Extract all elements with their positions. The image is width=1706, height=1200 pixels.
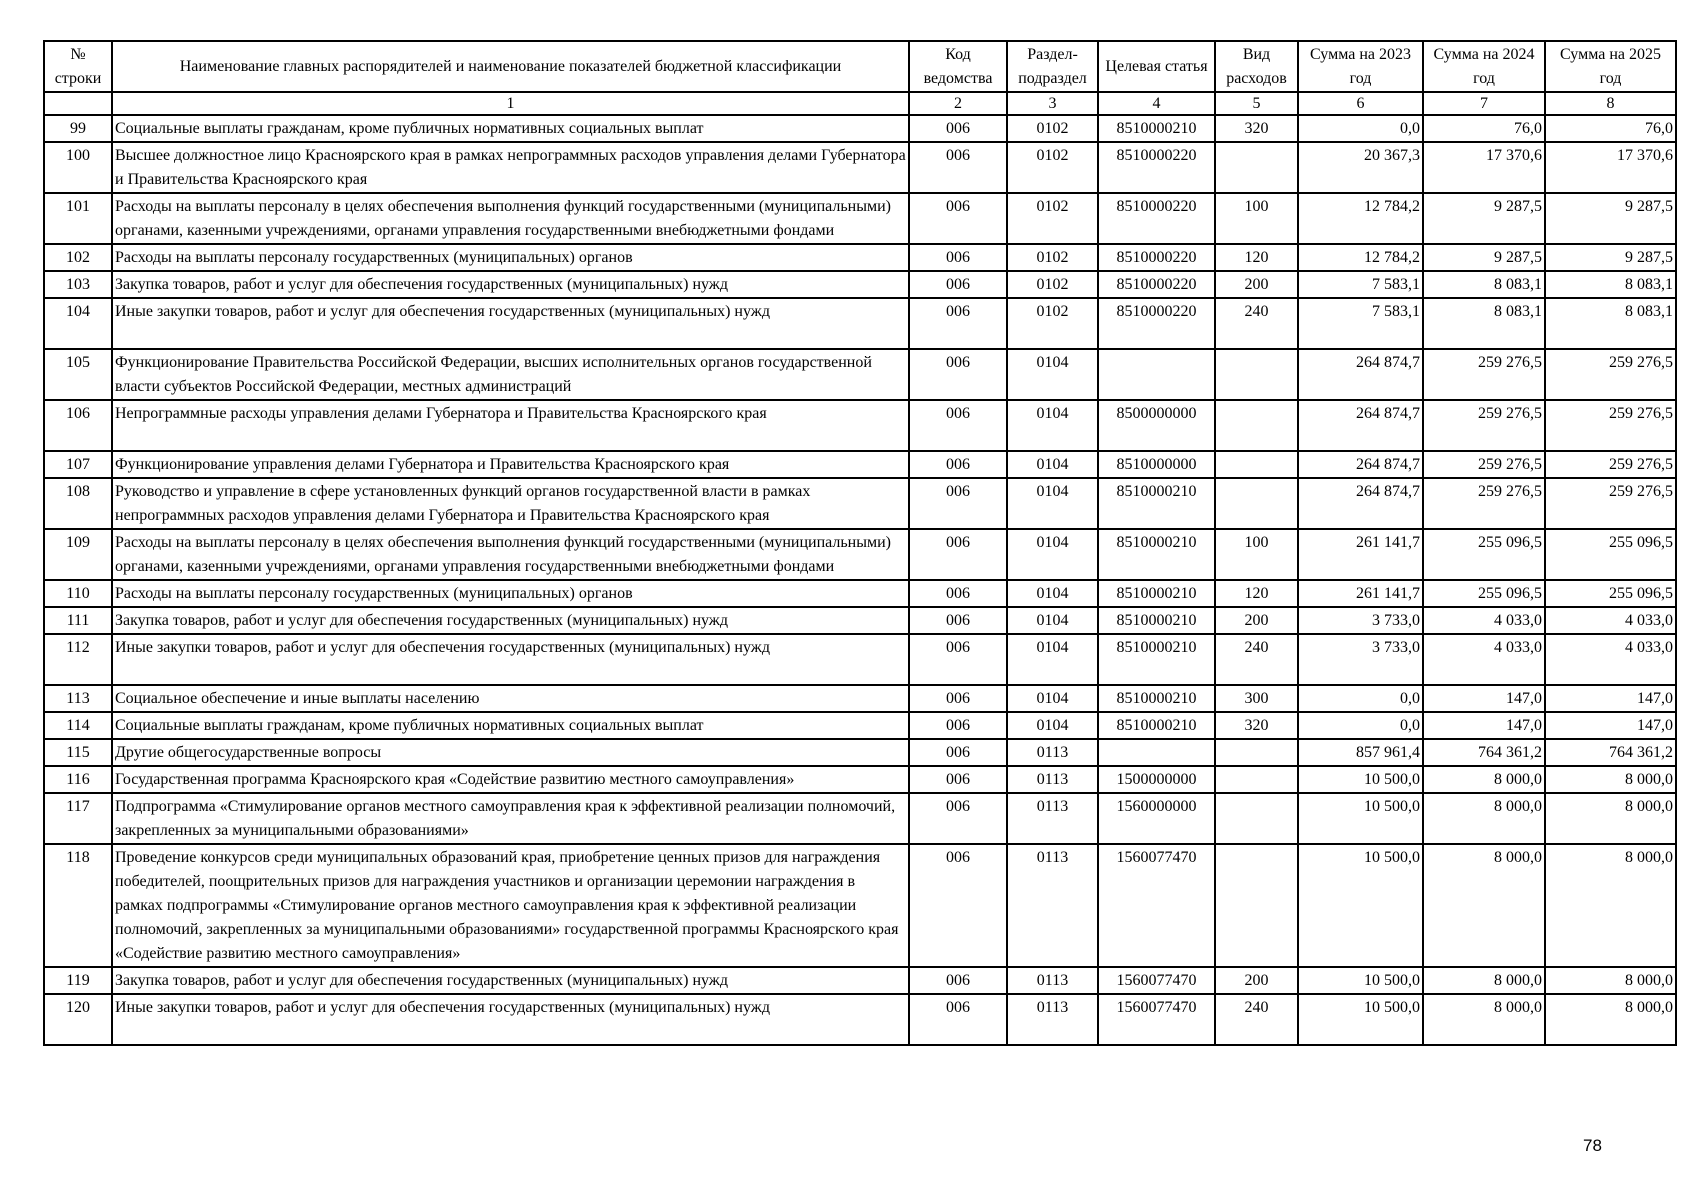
expense-type: 200 bbox=[1215, 271, 1298, 298]
expense-type: 240 bbox=[1215, 298, 1298, 349]
sum-2025: 8 000,0 bbox=[1545, 994, 1676, 1045]
section-code: 0104 bbox=[1007, 685, 1098, 712]
sum-2024: 8 000,0 bbox=[1423, 967, 1545, 994]
row-name: Иные закупки товаров, работ и услуг для обеспечения государственных (муниципальных) нужд bbox=[112, 994, 909, 1045]
section-code: 0104 bbox=[1007, 478, 1098, 529]
sum-2025: 764 361,2 bbox=[1545, 739, 1676, 766]
department-code: 006 bbox=[909, 451, 1007, 478]
sum-2024: 8 000,0 bbox=[1423, 844, 1545, 967]
row-number: 100 bbox=[44, 142, 112, 193]
table-row bbox=[44, 607, 1676, 634]
sum-2023: 7 583,1 bbox=[1298, 271, 1423, 298]
row-number: 101 bbox=[44, 193, 112, 244]
table-row bbox=[44, 193, 1676, 244]
department-code: 006 bbox=[909, 967, 1007, 994]
sum-2023: 0,0 bbox=[1298, 685, 1423, 712]
header-target-article: Целевая статья bbox=[1098, 41, 1215, 92]
expense-type: 120 bbox=[1215, 580, 1298, 607]
section-code: 0113 bbox=[1007, 994, 1098, 1045]
section-code: 0102 bbox=[1007, 244, 1098, 271]
department-code: 006 bbox=[909, 298, 1007, 349]
target-article: 8500000000 bbox=[1098, 400, 1215, 451]
section-code: 0104 bbox=[1007, 451, 1098, 478]
sum-2025: 147,0 bbox=[1545, 685, 1676, 712]
table-row bbox=[44, 478, 1676, 529]
department-code: 006 bbox=[909, 634, 1007, 685]
column-number: 5 bbox=[1215, 92, 1298, 115]
expense-type: 240 bbox=[1215, 634, 1298, 685]
row-number: 106 bbox=[44, 400, 112, 451]
sum-2023: 20 367,3 bbox=[1298, 142, 1423, 193]
sum-2023: 264 874,7 bbox=[1298, 451, 1423, 478]
row-number: 109 bbox=[44, 529, 112, 580]
target-article: 8510000000 bbox=[1098, 451, 1215, 478]
sum-2023: 10 500,0 bbox=[1298, 994, 1423, 1045]
table-header-row bbox=[44, 41, 1676, 92]
sum-2024: 147,0 bbox=[1423, 712, 1545, 739]
sum-2024: 764 361,2 bbox=[1423, 739, 1545, 766]
sum-2024: 259 276,5 bbox=[1423, 478, 1545, 529]
row-name: Закупка товаров, работ и услуг для обеспечения государственных (муниципальных) нужд bbox=[112, 967, 909, 994]
row-name: Государственная программа Красноярского края «Содействие развитию местного самоуправления» bbox=[112, 766, 909, 793]
header-sum-2024: Сумма на 2024 год bbox=[1423, 41, 1545, 92]
target-article bbox=[1098, 349, 1215, 400]
sum-2024: 8 000,0 bbox=[1423, 994, 1545, 1045]
section-code: 0104 bbox=[1007, 607, 1098, 634]
sum-2024: 255 096,5 bbox=[1423, 580, 1545, 607]
sum-2024: 76,0 bbox=[1423, 115, 1545, 142]
row-number: 107 bbox=[44, 451, 112, 478]
column-number: 8 bbox=[1545, 92, 1676, 115]
expense-type bbox=[1215, 478, 1298, 529]
expense-type bbox=[1215, 739, 1298, 766]
sum-2023: 3 733,0 bbox=[1298, 634, 1423, 685]
row-number: 116 bbox=[44, 766, 112, 793]
expense-type bbox=[1215, 142, 1298, 193]
row-name: Иные закупки товаров, работ и услуг для обеспечения государственных (муниципальных) нужд bbox=[112, 298, 909, 349]
table-body bbox=[44, 115, 1676, 1045]
sum-2025: 4 033,0 bbox=[1545, 607, 1676, 634]
department-code: 006 bbox=[909, 685, 1007, 712]
department-code: 006 bbox=[909, 739, 1007, 766]
header-department-code: Код ведомства bbox=[909, 41, 1007, 92]
sum-2024: 259 276,5 bbox=[1423, 451, 1545, 478]
expense-type bbox=[1215, 793, 1298, 844]
table-row bbox=[44, 634, 1676, 685]
column-number: 7 bbox=[1423, 92, 1545, 115]
column-number: 1 bbox=[112, 92, 909, 115]
sum-2025: 259 276,5 bbox=[1545, 478, 1676, 529]
sum-2023: 12 784,2 bbox=[1298, 193, 1423, 244]
sum-2024: 9 287,5 bbox=[1423, 193, 1545, 244]
row-name: Подпрограмма «Стимулирование органов местного самоуправления края к эффективной реализации полномочий, закрепленных за муниципальными образованиями» bbox=[112, 793, 909, 844]
section-code: 0113 bbox=[1007, 967, 1098, 994]
row-number: 103 bbox=[44, 271, 112, 298]
expense-type: 100 bbox=[1215, 193, 1298, 244]
sum-2024: 255 096,5 bbox=[1423, 529, 1545, 580]
table-row bbox=[44, 244, 1676, 271]
target-article: 1500000000 bbox=[1098, 766, 1215, 793]
row-number: 105 bbox=[44, 349, 112, 400]
target-article: 8510000210 bbox=[1098, 634, 1215, 685]
expense-type: 240 bbox=[1215, 994, 1298, 1045]
sum-2025: 9 287,5 bbox=[1545, 244, 1676, 271]
row-name: Расходы на выплаты персоналу государственных (муниципальных) органов bbox=[112, 580, 909, 607]
row-number: 115 bbox=[44, 739, 112, 766]
sum-2025: 259 276,5 bbox=[1545, 400, 1676, 451]
sum-2023: 10 500,0 bbox=[1298, 766, 1423, 793]
expense-type: 200 bbox=[1215, 967, 1298, 994]
section-code: 0113 bbox=[1007, 766, 1098, 793]
department-code: 006 bbox=[909, 607, 1007, 634]
sum-2023: 10 500,0 bbox=[1298, 967, 1423, 994]
sum-2025: 9 287,5 bbox=[1545, 193, 1676, 244]
sum-2023: 3 733,0 bbox=[1298, 607, 1423, 634]
target-article: 8510000210 bbox=[1098, 607, 1215, 634]
sum-2024: 4 033,0 bbox=[1423, 607, 1545, 634]
row-number: 108 bbox=[44, 478, 112, 529]
row-name: Закупка товаров, работ и услуг для обеспечения государственных (муниципальных) нужд bbox=[112, 607, 909, 634]
expense-type: 100 bbox=[1215, 529, 1298, 580]
target-article: 8510000220 bbox=[1098, 244, 1215, 271]
sum-2024: 4 033,0 bbox=[1423, 634, 1545, 685]
row-name: Высшее должностное лицо Красноярского края в рамках непрограммных расходов управления делами Губернатора и Правительства Красноярского края bbox=[112, 142, 909, 193]
row-number: 99 bbox=[44, 115, 112, 142]
section-code: 0102 bbox=[1007, 115, 1098, 142]
table-row bbox=[44, 685, 1676, 712]
sum-2024: 8 000,0 bbox=[1423, 766, 1545, 793]
sum-2025: 4 033,0 bbox=[1545, 634, 1676, 685]
department-code: 006 bbox=[909, 712, 1007, 739]
sum-2023: 10 500,0 bbox=[1298, 793, 1423, 844]
column-number: 2 bbox=[909, 92, 1007, 115]
sum-2025: 259 276,5 bbox=[1545, 349, 1676, 400]
sum-2025: 259 276,5 bbox=[1545, 451, 1676, 478]
row-name: Закупка товаров, работ и услуг для обеспечения государственных (муниципальных) нужд bbox=[112, 271, 909, 298]
row-name: Руководство и управление в сфере установленных функций органов государственной власти в рамках непрограммных расходов управления делами Губернатора и Правительства Красноярского края bbox=[112, 478, 909, 529]
section-code: 0104 bbox=[1007, 529, 1098, 580]
section-code: 0113 bbox=[1007, 739, 1098, 766]
target-article: 8510000210 bbox=[1098, 115, 1215, 142]
column-number bbox=[44, 92, 112, 115]
target-article: 1560077470 bbox=[1098, 994, 1215, 1045]
sum-2023: 10 500,0 bbox=[1298, 844, 1423, 967]
section-code: 0113 bbox=[1007, 844, 1098, 967]
sum-2023: 261 141,7 bbox=[1298, 529, 1423, 580]
department-code: 006 bbox=[909, 193, 1007, 244]
target-article: 8510000210 bbox=[1098, 685, 1215, 712]
section-code: 0102 bbox=[1007, 271, 1098, 298]
table-row bbox=[44, 400, 1676, 451]
row-number: 111 bbox=[44, 607, 112, 634]
row-name: Непрограммные расходы управления делами Губернатора и Правительства Красноярского края bbox=[112, 400, 909, 451]
department-code: 006 bbox=[909, 844, 1007, 967]
section-code: 0104 bbox=[1007, 400, 1098, 451]
department-code: 006 bbox=[909, 766, 1007, 793]
sum-2025: 8 000,0 bbox=[1545, 766, 1676, 793]
sum-2023: 261 141,7 bbox=[1298, 580, 1423, 607]
section-code: 0102 bbox=[1007, 298, 1098, 349]
expense-type: 120 bbox=[1215, 244, 1298, 271]
page-number: 78 bbox=[1583, 1136, 1602, 1155]
sum-2023: 0,0 bbox=[1298, 712, 1423, 739]
section-code: 0113 bbox=[1007, 793, 1098, 844]
table-row bbox=[44, 580, 1676, 607]
header-sum-2023: Сумма на 2023 год bbox=[1298, 41, 1423, 92]
row-name: Функционирование Правительства Российской Федерации, высших исполнительных органов государственной власти субъектов Российской Федерации, местных администраций bbox=[112, 349, 909, 400]
table-row bbox=[44, 739, 1676, 766]
table-row bbox=[44, 349, 1676, 400]
sum-2025: 8 083,1 bbox=[1545, 271, 1676, 298]
sum-2024: 259 276,5 bbox=[1423, 349, 1545, 400]
row-name: Социальные выплаты гражданам, кроме публичных нормативных социальных выплат bbox=[112, 115, 909, 142]
row-number: 117 bbox=[44, 793, 112, 844]
department-code: 006 bbox=[909, 244, 1007, 271]
table-row bbox=[44, 967, 1676, 994]
sum-2024: 8 083,1 bbox=[1423, 298, 1545, 349]
sum-2024: 259 276,5 bbox=[1423, 400, 1545, 451]
header-sum-2025: Сумма на 2025 год bbox=[1545, 41, 1676, 92]
table-row bbox=[44, 142, 1676, 193]
header-row-number: № строки bbox=[44, 41, 112, 92]
sum-2024: 147,0 bbox=[1423, 685, 1545, 712]
sum-2025: 8 000,0 bbox=[1545, 793, 1676, 844]
target-article: 1560000000 bbox=[1098, 793, 1215, 844]
table-row bbox=[44, 766, 1676, 793]
row-name: Расходы на выплаты персоналу в целях обеспечения выполнения функций государственными (муниципальными) органами, казенными учреждениями, органами управления государственными внебюджетными фондами bbox=[112, 193, 909, 244]
sum-2024: 17 370,6 bbox=[1423, 142, 1545, 193]
department-code: 006 bbox=[909, 793, 1007, 844]
sum-2025: 147,0 bbox=[1545, 712, 1676, 739]
sum-2025: 8 000,0 bbox=[1545, 844, 1676, 967]
column-number: 6 bbox=[1298, 92, 1423, 115]
section-code: 0102 bbox=[1007, 142, 1098, 193]
header-section: Раздел-подраздел bbox=[1007, 41, 1098, 92]
expense-type bbox=[1215, 400, 1298, 451]
department-code: 006 bbox=[909, 271, 1007, 298]
table-row bbox=[44, 298, 1676, 349]
sum-2023: 7 583,1 bbox=[1298, 298, 1423, 349]
section-code: 0102 bbox=[1007, 193, 1098, 244]
table-row bbox=[44, 793, 1676, 844]
row-number: 113 bbox=[44, 685, 112, 712]
target-article: 8510000210 bbox=[1098, 580, 1215, 607]
row-number: 120 bbox=[44, 994, 112, 1045]
department-code: 006 bbox=[909, 115, 1007, 142]
sum-2023: 264 874,7 bbox=[1298, 478, 1423, 529]
sum-2025: 8 083,1 bbox=[1545, 298, 1676, 349]
expense-type bbox=[1215, 349, 1298, 400]
header-expense-type: Вид расходов bbox=[1215, 41, 1298, 92]
target-article: 8510000220 bbox=[1098, 193, 1215, 244]
expense-type bbox=[1215, 766, 1298, 793]
row-name: Функционирование управления делами Губернатора и Правительства Красноярского края bbox=[112, 451, 909, 478]
department-code: 006 bbox=[909, 400, 1007, 451]
target-article: 8510000220 bbox=[1098, 271, 1215, 298]
table-row bbox=[44, 844, 1676, 967]
section-code: 0104 bbox=[1007, 580, 1098, 607]
sum-2023: 264 874,7 bbox=[1298, 349, 1423, 400]
column-number: 4 bbox=[1098, 92, 1215, 115]
target-article: 8510000210 bbox=[1098, 712, 1215, 739]
row-number: 118 bbox=[44, 844, 112, 967]
row-number: 112 bbox=[44, 634, 112, 685]
expense-type: 320 bbox=[1215, 115, 1298, 142]
sum-2025: 17 370,6 bbox=[1545, 142, 1676, 193]
sum-2023: 12 784,2 bbox=[1298, 244, 1423, 271]
target-article: 1560077470 bbox=[1098, 844, 1215, 967]
department-code: 006 bbox=[909, 994, 1007, 1045]
row-number: 102 bbox=[44, 244, 112, 271]
expense-type bbox=[1215, 844, 1298, 967]
column-number-row bbox=[44, 92, 1676, 115]
row-name: Социальные выплаты гражданам, кроме публичных нормативных социальных выплат bbox=[112, 712, 909, 739]
department-code: 006 bbox=[909, 349, 1007, 400]
expense-type: 200 bbox=[1215, 607, 1298, 634]
target-article: 8510000210 bbox=[1098, 478, 1215, 529]
row-name: Расходы на выплаты персоналу государственных (муниципальных) органов bbox=[112, 244, 909, 271]
sum-2023: 264 874,7 bbox=[1298, 400, 1423, 451]
budget-table bbox=[43, 40, 1677, 1046]
expense-type: 300 bbox=[1215, 685, 1298, 712]
target-article bbox=[1098, 739, 1215, 766]
sum-2023: 0,0 bbox=[1298, 115, 1423, 142]
target-article: 8510000220 bbox=[1098, 142, 1215, 193]
section-code: 0104 bbox=[1007, 712, 1098, 739]
row-name: Расходы на выплаты персоналу в целях обеспечения выполнения функций государственными (муниципальными) органами, казенными учреждениями, органами управления государственными внебюджетными фондами bbox=[112, 529, 909, 580]
row-name: Проведение конкурсов среди муниципальных образований края, приобретение ценных призов для награждения победителей, поощрительных призов для награждения участников и организации церемонии награждения в рамках подпрограммы «Стимулирование органов местного самоуправления края к эффективной реализации полномочий, закрепленных за муниципальными образованиями» государственной программы Красноярского края «Содействие развитию местного самоуправления» bbox=[112, 844, 909, 967]
section-code: 0104 bbox=[1007, 634, 1098, 685]
row-number: 114 bbox=[44, 712, 112, 739]
column-number: 3 bbox=[1007, 92, 1098, 115]
sum-2024: 9 287,5 bbox=[1423, 244, 1545, 271]
row-name: Другие общегосударственные вопросы bbox=[112, 739, 909, 766]
row-name: Социальное обеспечение и иные выплаты населению bbox=[112, 685, 909, 712]
department-code: 006 bbox=[909, 142, 1007, 193]
row-number: 104 bbox=[44, 298, 112, 349]
row-number: 110 bbox=[44, 580, 112, 607]
row-number: 119 bbox=[44, 967, 112, 994]
expense-type bbox=[1215, 451, 1298, 478]
sum-2025: 255 096,5 bbox=[1545, 529, 1676, 580]
expense-type: 320 bbox=[1215, 712, 1298, 739]
sum-2025: 255 096,5 bbox=[1545, 580, 1676, 607]
sum-2024: 8 083,1 bbox=[1423, 271, 1545, 298]
table-row bbox=[44, 271, 1676, 298]
sum-2025: 76,0 bbox=[1545, 115, 1676, 142]
table-row bbox=[44, 115, 1676, 142]
target-article: 8510000220 bbox=[1098, 298, 1215, 349]
table-row bbox=[44, 994, 1676, 1045]
department-code: 006 bbox=[909, 580, 1007, 607]
target-article: 8510000210 bbox=[1098, 529, 1215, 580]
sum-2023: 857 961,4 bbox=[1298, 739, 1423, 766]
sum-2024: 8 000,0 bbox=[1423, 793, 1545, 844]
row-name: Иные закупки товаров, работ и услуг для обеспечения государственных (муниципальных) нужд bbox=[112, 634, 909, 685]
sum-2025: 8 000,0 bbox=[1545, 967, 1676, 994]
department-code: 006 bbox=[909, 478, 1007, 529]
header-name: Наименование главных распорядителей и наименование показателей бюджетной классификации bbox=[112, 41, 909, 92]
department-code: 006 bbox=[909, 529, 1007, 580]
table-row bbox=[44, 529, 1676, 580]
table-row bbox=[44, 451, 1676, 478]
target-article: 1560077470 bbox=[1098, 967, 1215, 994]
section-code: 0104 bbox=[1007, 349, 1098, 400]
table-row bbox=[44, 712, 1676, 739]
